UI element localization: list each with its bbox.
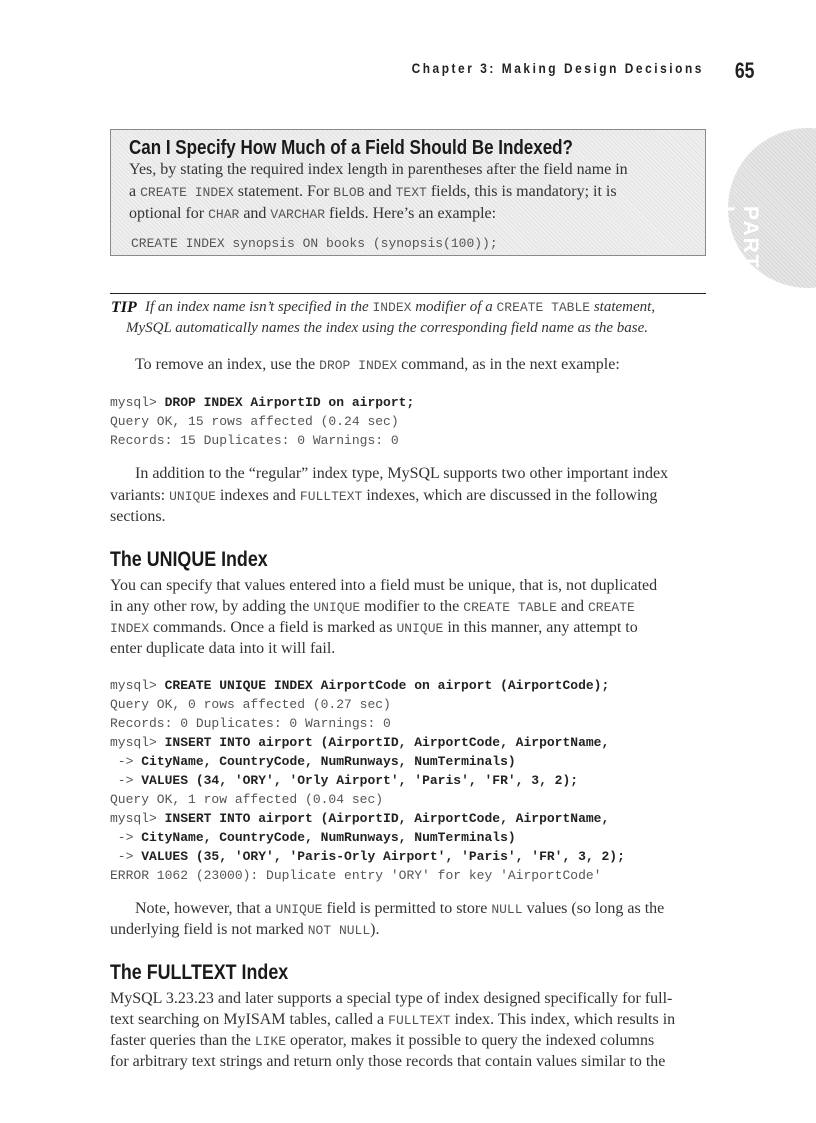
sidebar-line: Yes, by stating the required index length in parentheses after the field name in: [129, 161, 628, 178]
paragraph: In addition to the “regular” index type, MySQL supports two other important index: [135, 465, 669, 482]
code-line: mysql> INSERT INTO airport (AirportID, AirportCode, AirportName,: [110, 811, 610, 826]
paragraph: sections.: [110, 508, 166, 525]
paragraph: in any other row, by adding the UNIQUE modifier to the CREATE TABLE and CREATE: [110, 598, 635, 615]
paragraph: To remove an index, use the DROP INDEX command, as in the next example:: [135, 356, 620, 373]
code-line: -> CityName, CountryCode, NumRunways, NumTerminals): [110, 830, 516, 845]
paragraph: You can specify that values entered into a field must be unique, that is, not duplicated: [110, 577, 658, 594]
paragraph: underlying field is not marked NOT NULL).: [110, 921, 380, 938]
tip-label: TIP: [111, 299, 137, 316]
code-line: Query OK, 0 rows affected (0.27 sec): [110, 697, 391, 712]
paragraph: MySQL 3.23.23 and later supports a special type of index designed specifically for full-: [110, 990, 673, 1007]
part-tab-label: PART I: [715, 206, 762, 270]
code-line: Records: 0 Duplicates: 0 Warnings: 0: [110, 716, 391, 731]
paragraph: for arbitrary text strings and return only those records that contain values similar to the: [110, 1053, 666, 1070]
code-line: Query OK, 15 rows affected (0.24 sec): [110, 414, 399, 429]
running-head: Chapter 3: Making Design Decisions: [411, 60, 704, 76]
sidebar-title: Can I Specify How Much of a Field Should Be Indexed?: [129, 137, 573, 159]
tip-line: MySQL automatically names the index using the corresponding field name as the base.: [126, 320, 649, 336]
sidebar-line: a CREATE INDEX statement. For BLOB and TEXT fields, this is mandatory; it is: [129, 183, 617, 200]
page-number: 65: [734, 58, 754, 83]
paragraph: faster queries than the LIKE operator, makes it possible to query the indexed columns: [110, 1032, 655, 1049]
code-line: -> VALUES (34, 'ORY', 'Orly Airport', 'Paris', 'FR', 3, 2);: [110, 773, 579, 788]
code-line: ERROR 1062 (23000): Duplicate entry 'ORY' for key 'AirportCode': [110, 868, 602, 883]
code-line: Query OK, 1 row affected (0.04 sec): [110, 792, 384, 807]
code-line: mysql> DROP INDEX AirportID on airport;: [110, 395, 415, 410]
paragraph: INDEX commands. Once a field is marked as UNIQUE in this manner, any attempt to: [110, 619, 638, 636]
paragraph: variants: UNIQUE indexes and FULLTEXT indexes, which are discussed in the following: [110, 487, 658, 504]
section-heading: The UNIQUE Index: [110, 548, 268, 571]
sidebar-code: CREATE INDEX synopsis ON books (synopsis(100));: [131, 236, 498, 251]
code-line: Records: 15 Duplicates: 0 Warnings: 0: [110, 433, 399, 448]
sidebar-line: optional for CHAR and VARCHAR fields. Here’s an example:: [129, 205, 497, 222]
tip-rule: [110, 293, 706, 294]
code-line: mysql> CREATE UNIQUE INDEX AirportCode on airport (AirportCode);: [110, 678, 610, 693]
code-line: -> VALUES (35, 'ORY', 'Paris-Orly Airport', 'Paris', 'FR', 3, 2);: [110, 849, 625, 864]
paragraph: text searching on MyISAM tables, called a FULLTEXT index. This index, which results in: [110, 1011, 676, 1028]
code-line: mysql> INSERT INTO airport (AirportID, AirportCode, AirportName,: [110, 735, 610, 750]
tip-line: If an index name isn’t specified in the INDEX modifier of a CREATE TABLE statement,: [145, 299, 656, 315]
paragraph: Note, however, that a UNIQUE field is permitted to store NULL values (so long as the: [135, 900, 665, 917]
code-line: -> CityName, CountryCode, NumRunways, NumTerminals): [110, 754, 516, 769]
section-heading: The FULLTEXT Index: [110, 961, 289, 984]
paragraph: enter duplicate data into it will fail.: [110, 640, 336, 657]
